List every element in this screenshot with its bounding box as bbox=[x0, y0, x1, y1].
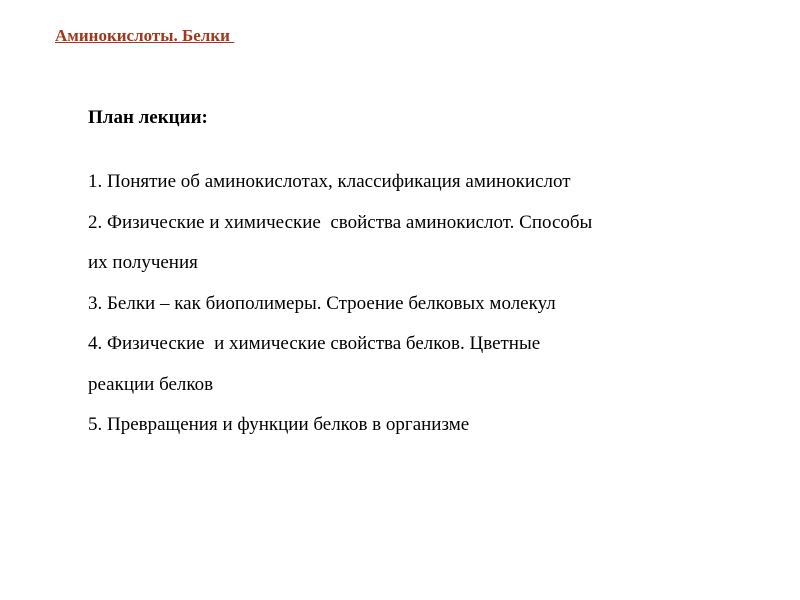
slide-title: Аминокислоты. Белки bbox=[55, 26, 235, 45]
plan-item-1: 1. Понятие об аминокислотах, классификация аминокислот bbox=[88, 171, 571, 192]
plan-item-5: 5. Превращения и функции белков в организме bbox=[88, 414, 470, 435]
plan-item-2: 2. Физические и химические свойства аминокислот. Способы их получения bbox=[88, 211, 593, 273]
plan-list bbox=[88, 162, 708, 446]
plan-heading: План лекции: bbox=[88, 107, 208, 128]
plan-item-3: 3. Белки – как биополимеры. Строение белковых молекул bbox=[88, 292, 556, 314]
plan-item-4: 4. Физические и химические свойства белков. Цветные реакции белков bbox=[88, 333, 541, 395]
